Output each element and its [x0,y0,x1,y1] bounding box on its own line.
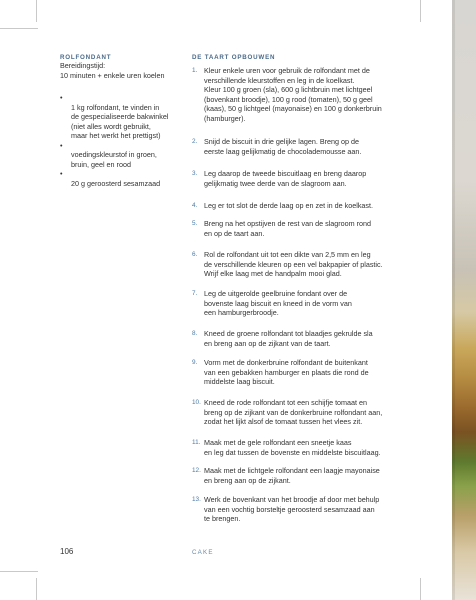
facing-page-photo [452,0,476,600]
ingredient-text: voedingskleurstof in groen, bruin, geel en rood [71,150,157,169]
prep-time-label: Bereidingstijd: [60,61,106,70]
page-fold-shadow [452,0,455,600]
list-item [60,93,180,141]
bullet-icon: • [60,140,63,150]
page-number: 106 [60,547,74,556]
step-number: 11. [192,439,201,446]
method-heading: DE TAART OPBOUWEN [192,54,276,61]
crop-mark [0,571,38,572]
ingredients-heading: ROLFONDANT [60,54,112,61]
ingredient-text: 20 g geroosterd sesamzaad [71,178,161,188]
crop-mark [36,578,37,600]
step-number: 1. [192,67,198,74]
step-number: 6. [192,251,198,258]
step-number: 5. [192,220,198,227]
step-text: Maak met de gele rolfondant een sneetje kaas en leg dat tussen de bovenste en middelste biscuitlaag. [204,438,381,457]
step-text: Leg daarop de tweede biscuitlaag en breng daarop gelijkmatig twee derde van de slagroom aan. [204,169,367,188]
step-text: Maak met de lichtgele rolfondant een laagje mayonaise en breng aan op de zijkant. [204,466,380,485]
list-item [60,169,180,188]
step-text: Breng na het opstijven de rest van de slagroom rond en op de taart aan. [204,219,372,238]
crop-mark [0,28,38,29]
step-number: 4. [192,202,198,209]
crop-mark [36,0,37,22]
step-text: Leg er tot slot de derde laag op en zet in de koelkast. [204,201,374,210]
step-text: Kneed de rode rolfondant tot een schijfje tomaat en breng op de zijkant van de donkerbruine rolfondant aan, zodat het lijkt alsof de tomaat tussen het vlees zit. [204,398,383,426]
ingredients-column [60,54,180,188]
bullet-icon: • [60,169,63,178]
step-text: Snijd de biscuit in drie gelijke lagen. Breng op de eerste laag gelijkmatig de chocolademousse aan. [204,137,362,156]
step-text: Kleur enkele uren voor gebruik de rolfondant met de verschillende kleurstoffen en leg in de koelkast. Kleur 100 g groen (sla), 600 g lichtbruin met lichtgeel (bovenkant broodje), 100 g rood (tomaten), 50 g geel (kaas), 50 g lichtgeel (mayonaise) en 100 g donkerbruin (hamburger). [204,66,382,123]
method-column [192,54,410,523]
step-number: 3. [192,170,198,177]
step-text: Werk de bovenkant van het broodje af door met behulp van een vochtig borsteltje geroosterd sesamzaad aan te brengen. [204,495,380,523]
step-text: Vorm met de donkerbruine rolfondant de buitenkant van een gebakken hamburger en plaats die rond de middelste laag biscuit. [204,358,369,386]
ingredient-text: 1 kg rolfondant, te vinden in de gespecialiseerde bakwinkel (niet alles wordt gebruikt, maar het werkt het prettigst) [71,102,169,140]
ingredient-list [60,93,180,188]
step-text: Kneed de groene rolfondant tot blaadjes gekrulde sla en breng aan op de zijkant van de taart. [204,329,373,348]
crop-mark [420,0,421,22]
step-text: Leg de uitgerolde geelbruine fondant over de bovenste laag biscuit en kneed in de vorm van een hamburgerbroodje. [204,289,352,317]
bullet-icon: • [60,93,63,102]
chapter-label: CAKE [192,549,214,556]
step-number: 13. [192,496,201,503]
step-number: 7. [192,290,198,297]
prep-time-value: 10 minuten + enkele uren koelen [60,70,165,80]
step-text: Rol de rolfondant uit tot een dikte van 2,5 mm en leg de verschillende kleuren op een vel bakpapier of plastic. Wrijf elke laag met de handpalm mooi glad. [204,250,383,278]
step-number: 10. [192,399,201,406]
list-item [60,141,180,170]
crop-mark [420,578,421,600]
step-number: 2. [192,138,198,145]
step-number: 12. [192,467,201,474]
step-number: 8. [192,330,198,337]
step-number: 9. [192,359,198,366]
